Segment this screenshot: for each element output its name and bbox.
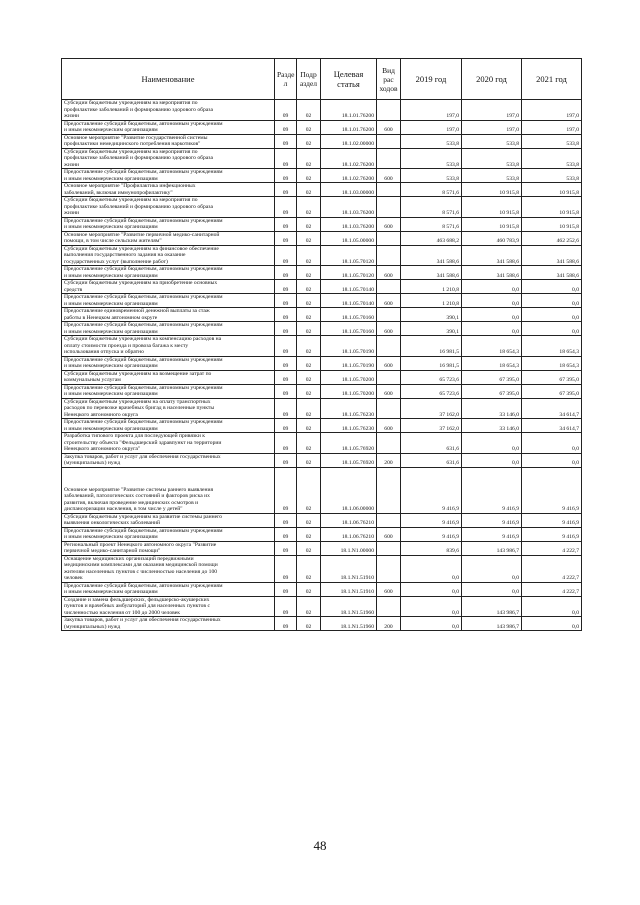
cell-section: 09 [275, 280, 297, 294]
cell-target-article: 18.1.02.76200 [321, 169, 377, 183]
cell-target-article: 18.1.N1.51960 [321, 596, 377, 617]
cell-2019: 0,0 [401, 582, 462, 596]
cell-expense-type [377, 308, 401, 322]
cell-section: 09 [275, 100, 297, 121]
cell-subsection: 02 [297, 322, 321, 336]
budget-table [61, 58, 582, 631]
cell-section: 09 [275, 217, 297, 231]
cell-subsection: 02 [297, 280, 321, 294]
cell-section: 09 [275, 308, 297, 322]
cell-2020: 533,8 [462, 148, 522, 169]
table-row [62, 419, 582, 433]
table-row [62, 294, 582, 308]
cell-subsection: 02 [297, 197, 321, 218]
table-row [62, 134, 582, 148]
header-2020: 2020 год [462, 59, 522, 100]
cell-2021: 533,8 [522, 169, 582, 183]
cell-target-article: 18.1.02.76200 [321, 148, 377, 169]
cell-2021: 0,0 [522, 596, 582, 617]
cell-name: Субсидии бюджетным учреждениям на мероприятия по профилактике заболеваний и формированию здорового образа жизни [62, 100, 275, 121]
cell-2019: 390,1 [401, 322, 462, 336]
cell-section: 09 [275, 336, 297, 357]
cell-name: Предоставление субсидий бюджетным, автономным учреждениям и иным некоммерческим организациям [62, 384, 275, 398]
cell-2019: 533,8 [401, 134, 462, 148]
table-row [62, 120, 582, 134]
table-row [62, 100, 582, 121]
cell-target-article: 18.1.05.70190 [321, 336, 377, 357]
cell-2020: 67 395,0 [462, 384, 522, 398]
cell-target-article: 18.1.05.70120 [321, 245, 377, 266]
cell-section: 09 [275, 384, 297, 398]
table-row [62, 467, 582, 513]
cell-target-article: 18.1.01.76200 [321, 100, 377, 121]
table-row [62, 370, 582, 384]
cell-subsection: 02 [297, 148, 321, 169]
cell-name: Предоставление субсидий бюджетным, автономным учреждениям и иным некоммерческим организациям [62, 294, 275, 308]
cell-2020: 10 915,8 [462, 217, 522, 231]
cell-name: Субсидии бюджетным учреждениям на финансовое обеспечение выполнения государственного задания на оказание государственных услуг (выполнение работ) [62, 245, 275, 266]
cell-section: 09 [275, 370, 297, 384]
cell-name: Предоставление единовременной денежной выплаты за стаж работы в Ненецком автономном округе [62, 308, 275, 322]
cell-expense-type: 600 [377, 169, 401, 183]
cell-expense-type [377, 148, 401, 169]
cell-2019: 1 210,8 [401, 280, 462, 294]
table-row [62, 453, 582, 467]
cell-name: Предоставление субсидий бюджетным, автономным учреждениям и иным некоммерческим организациям [62, 527, 275, 541]
cell-2021: 67 395,0 [522, 370, 582, 384]
cell-subsection: 02 [297, 336, 321, 357]
cell-2019: 839,6 [401, 541, 462, 555]
cell-expense-type: 600 [377, 120, 401, 134]
cell-target-article: 18.1.03.00000 [321, 183, 377, 197]
cell-section: 09 [275, 169, 297, 183]
table-row [62, 582, 582, 596]
cell-name: Субсидии бюджетным учреждениям на приобретение основных средств [62, 280, 275, 294]
cell-name: Субсидии бюджетным учреждениям на мероприятия по профилактике заболеваний и формированию здорового образа жизни [62, 197, 275, 218]
cell-2020: 197,0 [462, 100, 522, 121]
cell-2021: 197,0 [522, 100, 582, 121]
cell-target-article: 18.1.03.76200 [321, 197, 377, 218]
cell-name: Закупка товаров, работ и услуг для обеспечения государственных (муниципальных) нужд [62, 617, 275, 631]
header-2019: 2019 год [401, 59, 462, 100]
cell-expense-type: 600 [377, 582, 401, 596]
cell-subsection: 02 [297, 370, 321, 384]
cell-subsection: 02 [297, 541, 321, 555]
table-body [62, 100, 582, 631]
cell-2019: 16 981,5 [401, 336, 462, 357]
cell-expense-type: 200 [377, 617, 401, 631]
cell-name: Предоставление субсидий бюджетным, автономным учреждениям и иным некоммерческим организациям [62, 419, 275, 433]
cell-name: Предоставление субсидий бюджетным, автономным учреждениям и иным некоммерческим организациям [62, 169, 275, 183]
cell-expense-type: 600 [377, 356, 401, 370]
cell-2021: 4 222,7 [522, 555, 582, 582]
cell-target-article: 18.1.05.70160 [321, 308, 377, 322]
table-row [62, 169, 582, 183]
table-row [62, 183, 582, 197]
cell-2021: 462 252,6 [522, 231, 582, 245]
cell-2019: 197,0 [401, 100, 462, 121]
cell-2020: 33 146,0 [462, 398, 522, 419]
cell-name: Основное мероприятие "Развитие системы раннего выявления заболеваний, патологических состояний и факторов риска их развития, включая проведение медицинских осмотров и диспансеризации населения, в том числе у детей" [62, 467, 275, 513]
table-row [62, 336, 582, 357]
cell-subsection: 02 [297, 183, 321, 197]
cell-subsection: 02 [297, 582, 321, 596]
table-row [62, 197, 582, 218]
cell-section: 09 [275, 617, 297, 631]
cell-2020: 9 416,9 [462, 513, 522, 527]
table-row [62, 308, 582, 322]
table-row [62, 617, 582, 631]
cell-2019: 0,0 [401, 555, 462, 582]
cell-target-article: 18.1.05.70200 [321, 370, 377, 384]
cell-expense-type [377, 513, 401, 527]
cell-subsection: 02 [297, 231, 321, 245]
cell-2019: 37 162,0 [401, 419, 462, 433]
cell-2020: 0,0 [462, 308, 522, 322]
cell-section: 09 [275, 527, 297, 541]
table-row [62, 217, 582, 231]
cell-expense-type [377, 245, 401, 266]
cell-subsection: 02 [297, 527, 321, 541]
table-header-row [62, 59, 582, 100]
header-section: Разде л [275, 59, 297, 100]
cell-2021: 10 915,8 [522, 197, 582, 218]
cell-2019: 8 571,6 [401, 217, 462, 231]
cell-2021: 34 614,7 [522, 398, 582, 419]
cell-2021: 10 915,8 [522, 183, 582, 197]
cell-2021: 67 395,0 [522, 384, 582, 398]
cell-expense-type [377, 231, 401, 245]
cell-2021: 0,0 [522, 308, 582, 322]
cell-section: 09 [275, 148, 297, 169]
cell-name: Предоставление субсидий бюджетным, автономным учреждениям и иным некоммерческим организациям [62, 217, 275, 231]
cell-name: Основное мероприятие "Профилактика инфекционных заболеваний, включая иммунопрофилактику" [62, 183, 275, 197]
cell-subsection: 02 [297, 134, 321, 148]
cell-2021: 34 614,7 [522, 419, 582, 433]
cell-subsection: 02 [297, 120, 321, 134]
cell-subsection: 02 [297, 398, 321, 419]
cell-section: 09 [275, 134, 297, 148]
cell-expense-type [377, 280, 401, 294]
cell-2019: 65 723,6 [401, 384, 462, 398]
cell-section: 09 [275, 513, 297, 527]
cell-subsection: 02 [297, 419, 321, 433]
cell-2019: 65 723,6 [401, 370, 462, 384]
cell-section: 09 [275, 322, 297, 336]
cell-2021: 0,0 [522, 617, 582, 631]
cell-target-article: 18.1.05.70140 [321, 280, 377, 294]
cell-2021: 0,0 [522, 453, 582, 467]
cell-section: 09 [275, 433, 297, 454]
cell-2020: 10 915,8 [462, 183, 522, 197]
cell-expense-type [377, 134, 401, 148]
cell-name: Субсидии бюджетным учреждениям на развитие системы раннего выявления онкологических заболеваний [62, 513, 275, 527]
cell-expense-type: 600 [377, 294, 401, 308]
cell-subsection: 02 [297, 513, 321, 527]
cell-section: 09 [275, 541, 297, 555]
cell-2020: 533,8 [462, 134, 522, 148]
cell-target-article: 18.1.N1.00000 [321, 541, 377, 555]
cell-name: Оснащение медицинских организаций передвижными медицинскими комплексами для оказания медицинской помощи жителям населенных пунктов с численностью населения до 100 человек [62, 555, 275, 582]
cell-name: Субсидии бюджетным учреждениям на оплату транспортных расходов по перевозке врачебных бригад в населенные пункты Ненецкого автономного округа [62, 398, 275, 419]
cell-2019: 631,6 [401, 433, 462, 454]
cell-subsection: 02 [297, 169, 321, 183]
cell-name: Предоставление субсидий бюджетным, автономным учреждениям и иным некоммерческим организациям [62, 582, 275, 596]
cell-2021: 0,0 [522, 433, 582, 454]
table-row [62, 322, 582, 336]
cell-section: 09 [275, 582, 297, 596]
cell-subsection: 02 [297, 100, 321, 121]
cell-2021: 533,8 [522, 148, 582, 169]
cell-name: Субсидии бюджетным учреждениям на возмещение затрат по коммунальным услугам [62, 370, 275, 384]
cell-subsection: 02 [297, 617, 321, 631]
cell-target-article: 18.1.N1.51910 [321, 555, 377, 582]
cell-2020: 0,0 [462, 294, 522, 308]
cell-2021: 0,0 [522, 322, 582, 336]
cell-expense-type: 600 [377, 384, 401, 398]
cell-section: 09 [275, 356, 297, 370]
cell-2020: 0,0 [462, 582, 522, 596]
cell-name: Предоставление субсидий бюджетным, автономным учреждениям и иным некоммерческим организациям [62, 322, 275, 336]
cell-name: Региональный проект Ненецкого автономного округа "Развитие первичной медико-санитарной помощи" [62, 541, 275, 555]
cell-2019: 9 416,9 [401, 527, 462, 541]
cell-subsection: 02 [297, 453, 321, 467]
cell-section: 09 [275, 398, 297, 419]
cell-2019: 390,1 [401, 308, 462, 322]
header-subsection: Подр аздел [297, 59, 321, 100]
cell-2020: 341 588,6 [462, 266, 522, 280]
cell-expense-type [377, 197, 401, 218]
cell-target-article: 18.1.05.76230 [321, 419, 377, 433]
cell-2021: 0,0 [522, 294, 582, 308]
cell-2021: 533,8 [522, 134, 582, 148]
cell-2020: 0,0 [462, 453, 522, 467]
table-row [62, 280, 582, 294]
cell-name: Закупка товаров, работ и услуг для обеспечения государственных (муниципальных) нужд [62, 453, 275, 467]
table-row [62, 384, 582, 398]
cell-section: 09 [275, 197, 297, 218]
cell-name: Предоставление субсидий бюджетным, автономным учреждениям и иным некоммерческим организациям [62, 120, 275, 134]
cell-expense-type [377, 541, 401, 555]
cell-subsection: 02 [297, 294, 321, 308]
cell-2019: 341 588,6 [401, 266, 462, 280]
cell-target-article: 18.1.05.76230 [321, 398, 377, 419]
cell-section: 09 [275, 555, 297, 582]
cell-section: 09 [275, 183, 297, 197]
cell-2021: 9 416,9 [522, 467, 582, 513]
cell-name: Разработка типового проекта для последующей привязки к строительству объекта "Фельдшерский здравпункт на территории Ненецкого автономного округа" [62, 433, 275, 454]
table-row [62, 513, 582, 527]
table-row [62, 356, 582, 370]
cell-expense-type [377, 467, 401, 513]
cell-expense-type [377, 370, 401, 384]
cell-2019: 0,0 [401, 617, 462, 631]
cell-2019: 8 571,6 [401, 197, 462, 218]
cell-2020: 341 588,6 [462, 245, 522, 266]
cell-2019: 463 688,2 [401, 231, 462, 245]
header-target-article: Целевая статья [321, 59, 377, 100]
cell-target-article: 18.1.05.70160 [321, 322, 377, 336]
cell-2021: 18 654,3 [522, 336, 582, 357]
cell-section: 09 [275, 596, 297, 617]
page-number: 48 [313, 838, 327, 853]
cell-subsection: 02 [297, 308, 321, 322]
cell-2020: 197,0 [462, 120, 522, 134]
cell-expense-type [377, 183, 401, 197]
cell-2020: 0,0 [462, 280, 522, 294]
cell-expense-type: 600 [377, 419, 401, 433]
cell-expense-type: 600 [377, 266, 401, 280]
cell-expense-type [377, 596, 401, 617]
table-row [62, 148, 582, 169]
table-row [62, 541, 582, 555]
cell-subsection: 02 [297, 433, 321, 454]
cell-2020: 0,0 [462, 555, 522, 582]
cell-name: Основное мероприятие "Развитие первичной медико-санитарной помощи, в том числе сельским жителям" [62, 231, 275, 245]
cell-target-article: 18.1.05.00000 [321, 231, 377, 245]
cell-target-article: 18.1.06.00000 [321, 467, 377, 513]
table-row [62, 398, 582, 419]
cell-name: Создание и замена фельдшерских, фельдшерско-акушерских пунктов и врачебных амбулаторий для населенных пунктов с численностью населения от 100 до 2000 человек [62, 596, 275, 617]
cell-2019: 197,0 [401, 120, 462, 134]
table-row [62, 231, 582, 245]
cell-name: Основное мероприятие "Развитие государственной системы профилактики немедицинского потребления наркотиков" [62, 134, 275, 148]
cell-2019: 341 588,6 [401, 245, 462, 266]
cell-subsection: 02 [297, 245, 321, 266]
cell-2020: 9 416,9 [462, 527, 522, 541]
cell-expense-type [377, 100, 401, 121]
table-row [62, 433, 582, 454]
cell-subsection: 02 [297, 555, 321, 582]
cell-target-article: 18.1.02.00000 [321, 134, 377, 148]
cell-2020: 10 915,8 [462, 197, 522, 218]
cell-target-article: 18.1.05.76920 [321, 453, 377, 467]
cell-2019: 9 416,9 [401, 467, 462, 513]
cell-2020: 0,0 [462, 433, 522, 454]
cell-target-article: 18.1.03.76200 [321, 217, 377, 231]
cell-target-article: 18.1.N1.51910 [321, 582, 377, 596]
cell-2019: 8 571,6 [401, 183, 462, 197]
cell-2019: 533,8 [401, 169, 462, 183]
table-row [62, 527, 582, 541]
cell-section: 09 [275, 266, 297, 280]
cell-target-article: 18.1.05.70120 [321, 266, 377, 280]
cell-2021: 341 588,6 [522, 245, 582, 266]
cell-2020: 33 146,0 [462, 419, 522, 433]
cell-2020: 143 986,7 [462, 541, 522, 555]
cell-name: Субсидии бюджетным учреждениям на мероприятия по профилактике заболеваний и формированию здорового образа жизни [62, 148, 275, 169]
cell-subsection: 02 [297, 467, 321, 513]
cell-name: Субсидии бюджетным учреждениям на компенсацию расходов на оплату стоимости проезда и провоза багажа к месту использования отпуска и обратно [62, 336, 275, 357]
cell-expense-type: 600 [377, 527, 401, 541]
cell-2020: 18 654,3 [462, 356, 522, 370]
cell-target-article: 18.1.N1.51960 [321, 617, 377, 631]
cell-section: 09 [275, 245, 297, 266]
cell-name: Предоставление субсидий бюджетным, автономным учреждениям и иным некоммерческим организациям [62, 266, 275, 280]
cell-2019: 37 162,0 [401, 398, 462, 419]
cell-2020: 9 416,9 [462, 467, 522, 513]
cell-2021: 341 588,6 [522, 266, 582, 280]
cell-section: 09 [275, 120, 297, 134]
cell-2021: 9 416,9 [522, 527, 582, 541]
cell-2021: 9 416,9 [522, 513, 582, 527]
cell-2019: 631,6 [401, 453, 462, 467]
cell-target-article: 18.1.05.70190 [321, 356, 377, 370]
cell-2020: 460 783,9 [462, 231, 522, 245]
header-2021: 2021 год [522, 59, 582, 100]
cell-target-article: 18.1.05.70200 [321, 384, 377, 398]
cell-expense-type [377, 398, 401, 419]
cell-target-article: 18.1.05.76920 [321, 433, 377, 454]
cell-expense-type [377, 433, 401, 454]
cell-target-article: 18.1.05.70140 [321, 294, 377, 308]
cell-2021: 0,0 [522, 280, 582, 294]
cell-target-article: 18.1.06.76210 [321, 527, 377, 541]
cell-subsection: 02 [297, 384, 321, 398]
cell-2021: 197,0 [522, 120, 582, 134]
cell-2020: 67 395,0 [462, 370, 522, 384]
cell-target-article: 18.1.01.76200 [321, 120, 377, 134]
cell-expense-type: 200 [377, 453, 401, 467]
cell-2021: 10 915,8 [522, 217, 582, 231]
cell-2019: 16 981,5 [401, 356, 462, 370]
table-row [62, 596, 582, 617]
cell-2021: 4 222,7 [522, 541, 582, 555]
cell-2021: 18 654,3 [522, 356, 582, 370]
table-row [62, 245, 582, 266]
cell-subsection: 02 [297, 266, 321, 280]
cell-2019: 1 210,8 [401, 294, 462, 308]
header-name: Наименование [62, 59, 275, 100]
cell-2019: 533,8 [401, 148, 462, 169]
cell-section: 09 [275, 467, 297, 513]
cell-2021: 4 222,7 [522, 582, 582, 596]
table-row [62, 555, 582, 582]
cell-section: 09 [275, 294, 297, 308]
cell-expense-type [377, 336, 401, 357]
cell-2020: 143 986,7 [462, 596, 522, 617]
cell-expense-type: 600 [377, 322, 401, 336]
cell-expense-type: 600 [377, 217, 401, 231]
cell-subsection: 02 [297, 596, 321, 617]
cell-2020: 533,8 [462, 169, 522, 183]
table-row [62, 266, 582, 280]
cell-subsection: 02 [297, 356, 321, 370]
cell-target-article: 18.1.06.76210 [321, 513, 377, 527]
cell-2020: 0,0 [462, 322, 522, 336]
cell-2019: 0,0 [401, 596, 462, 617]
cell-name: Предоставление субсидий бюджетным, автономным учреждениям и иным некоммерческим организациям [62, 356, 275, 370]
cell-subsection: 02 [297, 217, 321, 231]
cell-expense-type [377, 555, 401, 582]
cell-section: 09 [275, 453, 297, 467]
cell-section: 09 [275, 231, 297, 245]
header-expense-type: Вид рас ходов [377, 59, 401, 100]
cell-2019: 9 416,9 [401, 513, 462, 527]
cell-section: 09 [275, 419, 297, 433]
cell-2020: 143 986,7 [462, 617, 522, 631]
cell-2020: 18 654,3 [462, 336, 522, 357]
